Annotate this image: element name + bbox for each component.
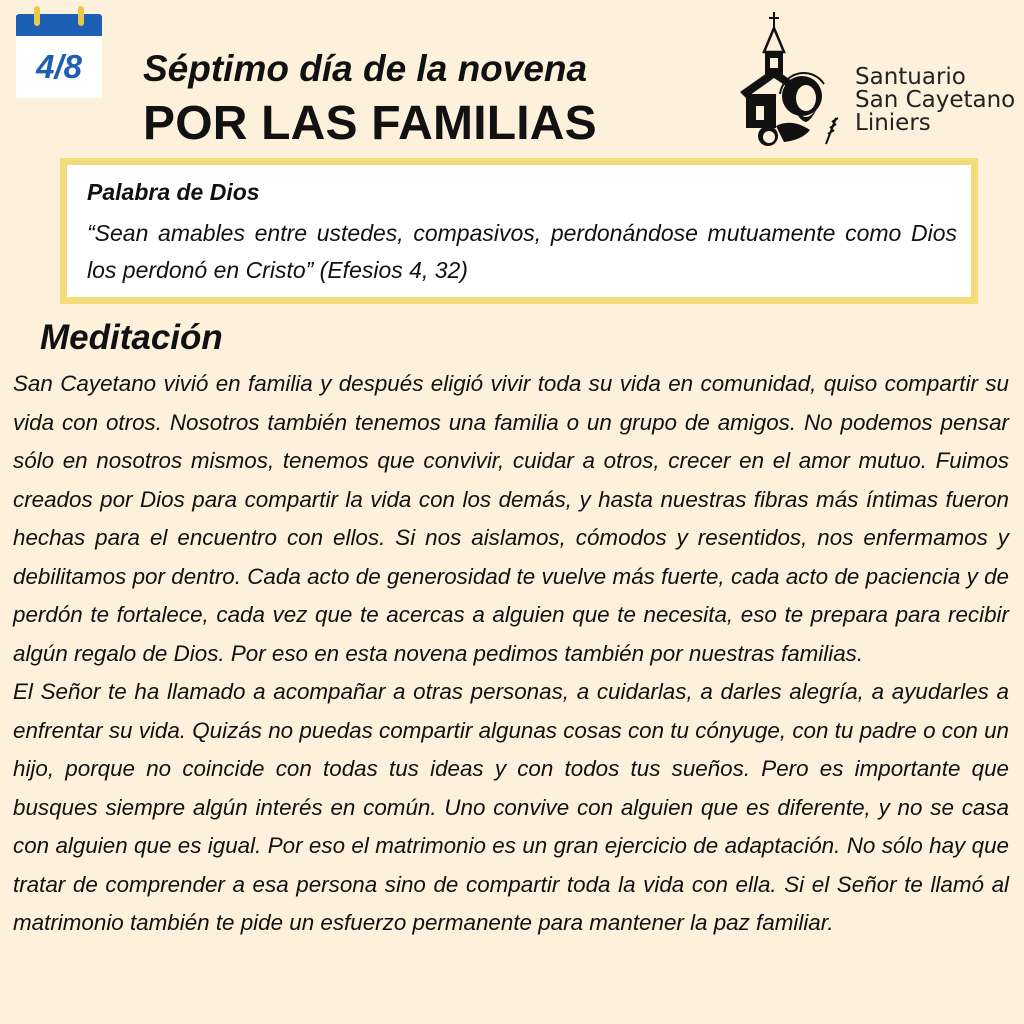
logo-line-1: Santuario (855, 64, 966, 90)
day-badge: 4/8 (36, 48, 82, 85)
quote-heading: Palabra de Dios (87, 179, 260, 205)
sanctuary-logo-text (855, 66, 1020, 135)
calendar-header-bar (16, 14, 102, 36)
scripture-quote-box (60, 158, 978, 304)
page-title: POR LAS FAMILIAS (143, 97, 597, 150)
church-saint-icon (732, 10, 842, 150)
page-subtitle: Séptimo día de la novena (143, 48, 588, 89)
quote-text: “Sean amables entre ustedes, compasivos, perdonándose mutuamente como Dios los perdonó en Cristo” (Efesios 4, 32) (87, 220, 957, 283)
meditation-paragraph-1: San Cayetano vivió en familia y después eligió vivir toda su vida en comunidad, quiso compartir su vida con otros. Nosotros también tenemos una familia o un grupo de amigos. No podemos pensar sólo en nosotros mismos, tenemos que convivir, cuidar a otros, crecer en el amor mutuo. Fuimos creados por Dios para compartir la vida con los demás, y hasta nuestras fibras más íntimas fueron hechas para el encuentro con ellos. Si nos aislamos, cómodos y resentidos, nos enfermamos y debilitamos por dentro. Cada acto de generosidad te vuelve más fuerte, cada acto de paciencia y de perdón te fortalece, cada vez que te acercas a alguien que te necesita, eso te prepara para recibir algún regalo de Dios. Por eso en esta novena pedimos también por nuestras familias. (13, 371, 1009, 666)
meditation-heading: Meditación (40, 318, 223, 357)
logo-line-3: Liniers (855, 110, 931, 136)
calendar-ring (34, 6, 40, 26)
calendar-ring (78, 6, 84, 26)
logo-line-2: San Cayetano (855, 87, 1016, 113)
meditation-body (13, 365, 1009, 943)
calendar-icon (16, 6, 102, 98)
meditation-paragraph-2: El Señor te ha llamado a acompañar a otras personas, a cuidarlas, a darles alegría, a ayudarles a enfrentar su vida. Quizás no puedas compartir algunas cosas con tu cónyuge, con tu padre o con un hijo, porque no coincide con todas tus ideas y con todos tus sueños. Pero es importante que busques siempre algún interés en común. Uno convive con alguien que es diferente, y no se casa con alguien que es igual. Por eso el matrimonio es un gran ejercicio de adaptación. No sólo hay que tratar de comprender a esa persona sino de compartir toda la vida con ella. Si el Señor te llamó al matrimonio también te pide un esfuerzo permanente para mantener la paz familiar. (13, 679, 1009, 935)
